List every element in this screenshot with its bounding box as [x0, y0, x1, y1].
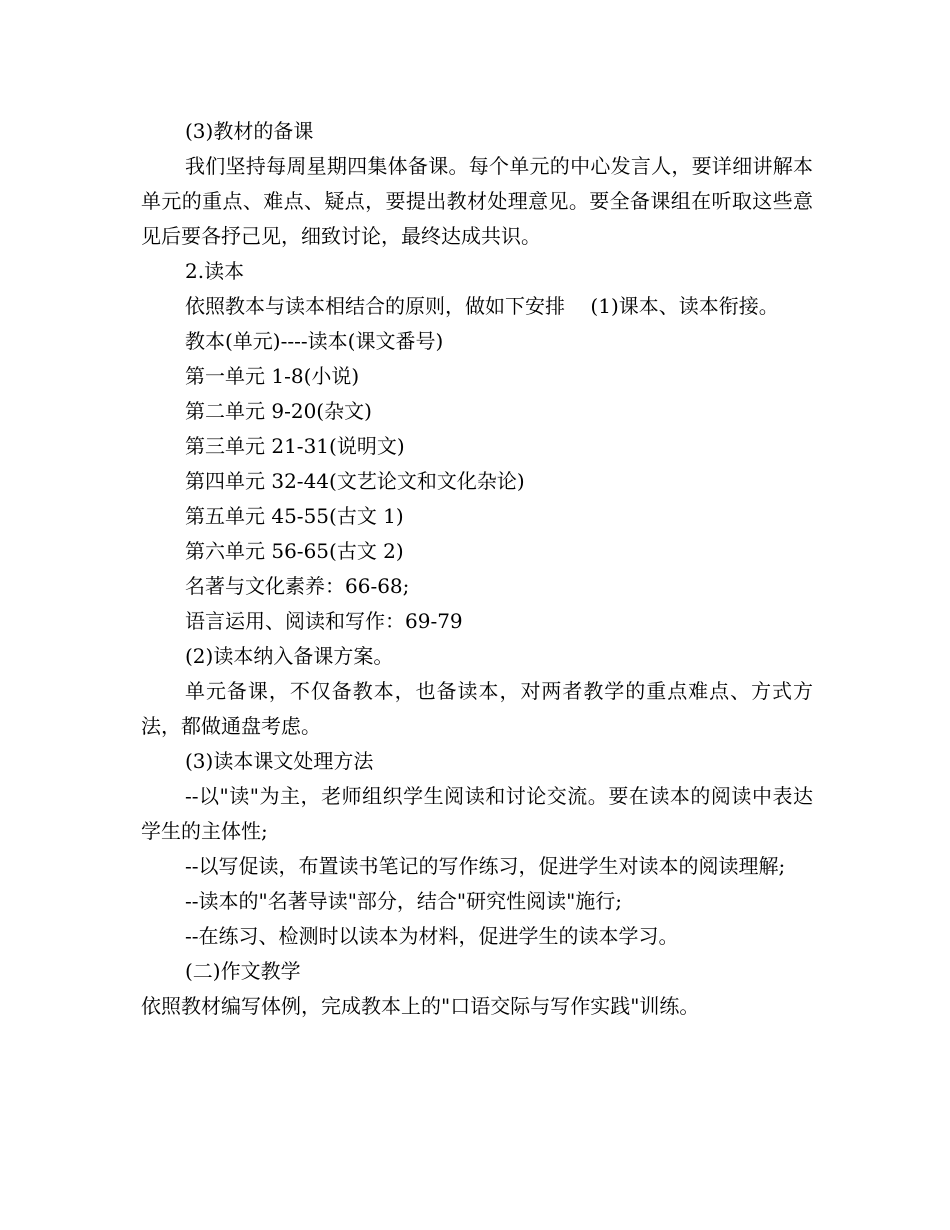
paragraph-method-reading: --以"读"为主，老师组织学生阅读和讨论交流。要在读本的阅读中表达学生的主体性;	[141, 784, 813, 843]
list-item-unit-1: 第一单元 1-8(小说)	[185, 364, 360, 388]
list-item-unit-4: 第四单元 32-44(文艺论文和文化杂论)	[185, 469, 525, 493]
heading-reader-methods: (3)读本课文处理方法	[185, 749, 374, 773]
list-item-mapping-header: 教本(单元)----读本(课文番号)	[185, 329, 444, 353]
paragraph-reader-arrangement: 依照教本与读本相结合的原则，做如下安排 (1)课本、读本衔接。	[185, 294, 779, 318]
paragraph-composition: 依照教材编写体例，完成教本上的"口语交际与写作实践"训练。	[141, 994, 700, 1018]
heading-composition: (二)作文教学	[185, 959, 301, 983]
list-item-unit-6: 第六单元 56-65(古文 2)	[185, 539, 404, 563]
list-item-unit-3: 第三单元 21-31(说明文)	[185, 434, 405, 458]
paragraph-method-testing: --在练习、检测时以读本为材料，促进学生的读本学习。	[185, 924, 679, 948]
paragraph-collective-prep: 我们坚持每周星期四集体备课。每个单元的中心发言人，要详细讲解本单元的重点、难点、疑点，要提出教材处理意见。要全备课组在听取这些意见后要各抒己见，细致讨论，最终达成共识。	[141, 154, 813, 248]
list-item-unit-5: 第五单元 45-55(古文 1)	[185, 504, 404, 528]
list-item-language-use: 语言运用、阅读和写作：69-79	[185, 609, 463, 633]
list-item-classics: 名著与文化素养：66-68;	[185, 574, 410, 598]
document-body	[141, 114, 813, 1024]
heading-reader-in-prep: (2)读本纳入备课方案。	[185, 644, 394, 668]
paragraph-unit-prep: 单元备课，不仅备教本，也备读本，对两者教学的重点难点、方式方法，都做通盘考虑。	[141, 679, 813, 738]
paragraph-method-writing: --以写促读，布置读书笔记的写作练习，促进学生对读本的阅读理解;	[185, 854, 786, 878]
heading-reader: 2.读本	[185, 259, 245, 283]
list-item-unit-2: 第二单元 9-20(杂文)	[185, 399, 372, 423]
paragraph-method-classics: --读本的"名著导读"部分，结合"研究性阅读"施行;	[185, 889, 623, 913]
heading-textbook-prep: (3)教材的备课	[185, 119, 314, 143]
